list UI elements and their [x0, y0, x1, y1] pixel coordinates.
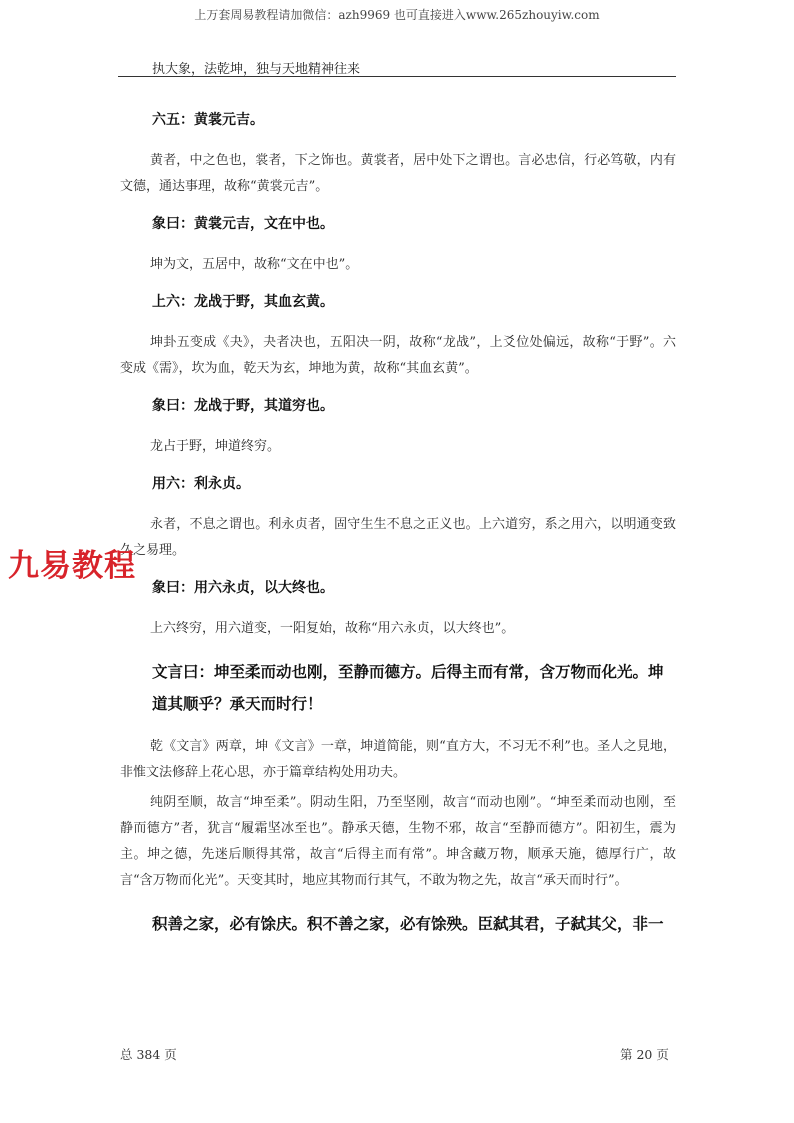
text-paragraph: 坤为文，五居中，故称“文在中也”。 — [150, 257, 359, 272]
text-paragraph: 黄者，中之色也，裳者，下之饰也。黄裳者，居中处下之谓也。言必忠信，行必笃敬，内有文德，通达事理，故称“黄裳元吉”。 — [120, 153, 676, 194]
header-motto: 执大象，法乾坤，独与天地精神往来 — [152, 62, 361, 77]
text-paragraph: 龙占于野，坤道终穷。 — [150, 439, 281, 454]
document-body — [120, 96, 676, 940]
text-heading: 六五：黄裳元吉。 — [152, 112, 264, 128]
text-heading: 象曰：黄裳元吉，文在中也。 — [152, 216, 334, 232]
footer-page-number: 第 20 页 — [620, 1047, 669, 1062]
text-heading: 上六：龙战于野，其血玄黄。 — [152, 294, 334, 310]
text-paragraph: 乾《文言》两章，坤《文言》一章，坤道简能，则“直方大，不习无不利”也。圣人之見地，非惟文法修辞上花心思，亦于篇章结构处用功夫。 — [120, 739, 676, 780]
text-paragraph: 坤卦五变成《夬》，夬者决也，五阳决一阴，故称“龙战”，上爻位处偏远，故称“于野”。六变成《需》，坎为血，乾天为玄，坤地为黄，故称“其血玄黄”。 — [120, 335, 676, 376]
top-banner: 上万套周易教程请加微信：azh9969 也可直接进入www.265zhouyiw.com — [194, 8, 600, 22]
text-heading: 象曰：龙战于野，其道穷也。 — [152, 398, 334, 414]
text-heading: 象曰：用六永贞，以大终也。 — [152, 580, 334, 596]
watermark-logo: 九易教程 — [8, 548, 136, 584]
text-paragraph: 永者，不息之谓也。利永贞者，固守生生不息之正义也。上六道穷，系之用六，以明通变致久之易理。 — [120, 517, 676, 558]
text-heading-large: 文言曰：坤至柔而动也刚，至静而德方。后得主而有常，含万物而化光。坤道其顺乎？承天而时行！ — [152, 663, 664, 713]
text-heading-large: 积善之家，必有馀庆。积不善之家，必有馀殃。臣弑其君，子弑其父，非一 — [152, 915, 664, 933]
text-paragraph: 上六终穷，用六道变，一阳复始，故称“用六永贞，以大终也”。 — [150, 621, 515, 636]
text-heading: 用六：利永贞。 — [152, 476, 250, 492]
text-paragraph: 纯阴至顺，故言“坤至柔”。阴动生阳，乃至坚刚，故言“而动也刚”。“坤至柔而动也刚，至静而德方”者，犹言“履霜坚冰至也”。静承天德，生物不邪，故言“至静而德方”。阳初生，震为主。坤之德，先迷后顺得其常，故言“后得主而有常”。坤含藏万物，顺承天施，德厚行广，故言“含万物而化光”。天变其时，地应其物而行其气，不敢为物之先，故言“承天而时行”。 — [120, 795, 676, 888]
footer-total-pages: 总 384 页 — [120, 1047, 177, 1062]
header-divider — [118, 76, 676, 77]
